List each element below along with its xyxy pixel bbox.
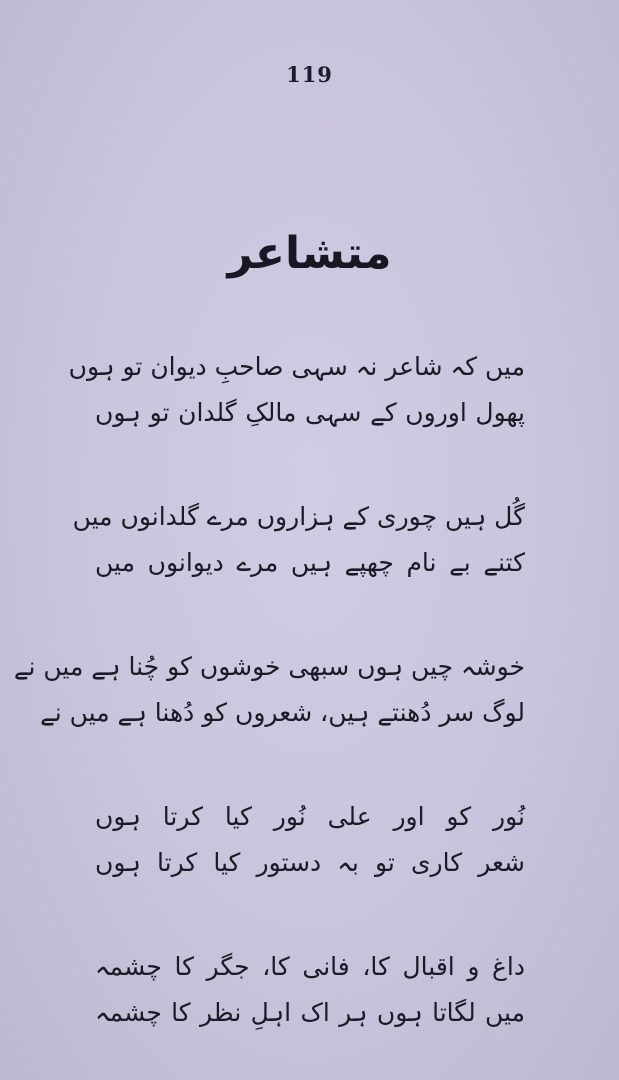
stanza-5	[95, 944, 525, 1036]
stanza-3	[13, 644, 525, 736]
stanza-2	[72, 494, 525, 586]
poem-line: داغ و اقبال کا، فانی کا، جگر کا چشمہ	[95, 952, 525, 981]
stanza-4	[95, 794, 525, 886]
poem-line: کتنے بے نام چھپے ہیں مرے دیوانوں میں	[95, 548, 525, 577]
stanza-1	[68, 344, 525, 436]
poem-line: شعر کاری تو بہ دستور کیا کرتا ہوں	[95, 848, 525, 877]
poem-line: لوگ سر دُھنتے ہیں، شعروں کو دُھنا ہے میں نے	[40, 698, 525, 727]
poem-line: گُل ہیں چوری کے ہزاروں مرے گلدانوں میں	[72, 502, 525, 531]
poem-body	[13, 344, 525, 1036]
poem-title: متشاعر	[227, 228, 392, 279]
page-number: 119	[286, 62, 333, 87]
poem-line: خوشہ چیں ہوں سبھی خوشوں کو چُنا ہے میں نے	[13, 652, 525, 681]
poem-line: پھول اوروں کے سہی مالکِ گلدان تو ہوں	[95, 398, 525, 427]
poem-line: میں کہ شاعر نہ سہی صاحبِ دیوان تو ہوں	[68, 352, 525, 381]
poem-line: میں لگاتا ہوں ہر اک اہلِ نظر کا چشمہ	[95, 998, 525, 1027]
poem-line: نُور کو اور علی نُور کیا کرتا ہوں	[95, 802, 525, 831]
